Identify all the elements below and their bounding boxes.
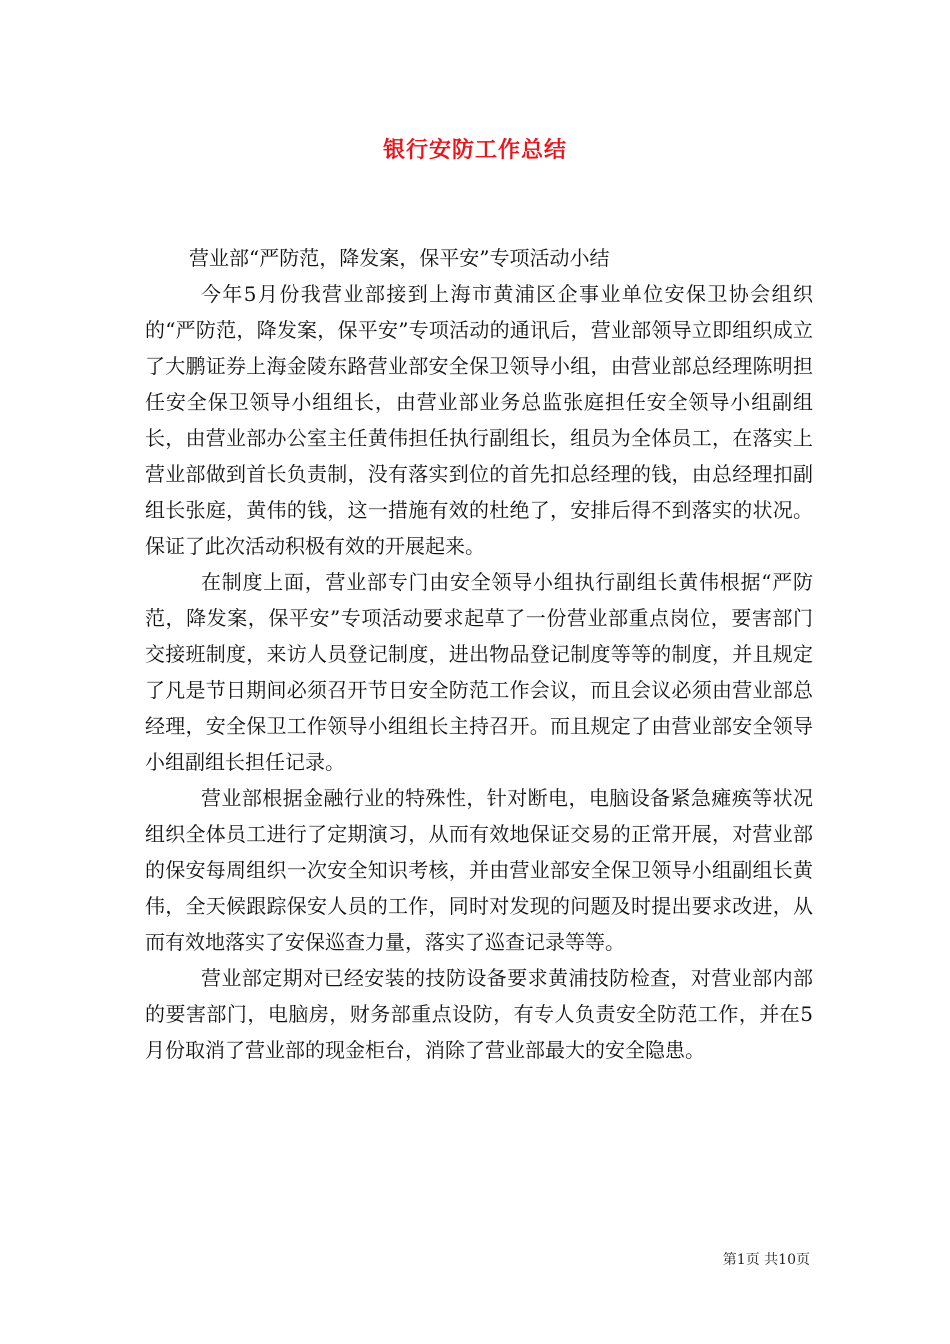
footer-suffix: 页 xyxy=(796,1252,810,1268)
page-number-footer xyxy=(723,1249,810,1269)
footer-page: 1 xyxy=(736,1252,746,1268)
paragraph: 在制度上面，营业部专门由安全领导小组执行副组长黄伟根据“严防范，降发案，保平安”专项活动要求起草了一份营业部重点岗位，要害部门交接班制度，来访人员登记制度，进出物品登记制度等等的制度，并且规定了凡是节日期间必须召开节日安全防范工作会议，而且会议必须由营业部总经理，安全保卫工作领导小组组长主持召开。而且规定了由营业部安全领导小组副组长担任记录。 xyxy=(145,570,813,774)
document-title: 银行安防工作总结 xyxy=(382,137,567,163)
document-subtitle: 营业部“严防范，降发案，保平安”专项活动小结 xyxy=(189,246,610,270)
footer-prefix: 第 xyxy=(722,1252,737,1268)
document-body xyxy=(145,240,813,1068)
paragraph: 营业部根据金融行业的特殊性，针对断电，电脑设备紧急瘫痪等状况组织全体员工进行了定期演习，从而有效地保证交易的正常开展，对营业部的保安每周组织一次安全知识考核，并由营业部安全保卫领导小组副组长黄伟，全天候跟踪保安人员的工作，同时对发现的问题及时提出要求改进，从而有效地落实了安保巡查力量，落实了巡查记录等等。 xyxy=(145,786,813,954)
footer-middle: 页 共 xyxy=(745,1252,779,1268)
footer-total: 10 xyxy=(778,1252,796,1268)
paragraph: 营业部定期对已经安装的技防设备要求黄浦技防检查，对营业部内部的要害部门，电脑房，财务部重点设防，有专人负责安全防范工作，并在5月份取消了营业部的现金柜台，消除了营业部最大的安全隐患。 xyxy=(145,966,813,1062)
paragraph: 今年5月份我营业部接到上海市黄浦区企事业单位安保卫协会组织的“严防范，降发案，保平安”专项活动的通讯后，营业部领导立即组织成立了大鹏证券上海金陵东路营业部安全保卫领导小组，由营业部总经理陈明担任安全保卫领导小组组长，由营业部业务总监张庭担任安全领导小组副组长，由营业部办公室主任黄伟担任执行副组长，组员为全体员工，在落实上营业部做到首长负责制，没有落实到位的首先扣总经理的钱，由总经理扣副组长张庭，黄伟的钱，这一措施有效的杜绝了，安排后得不到落实的状况。保证了此次活动积极有效的开展起来。 xyxy=(145,282,813,558)
